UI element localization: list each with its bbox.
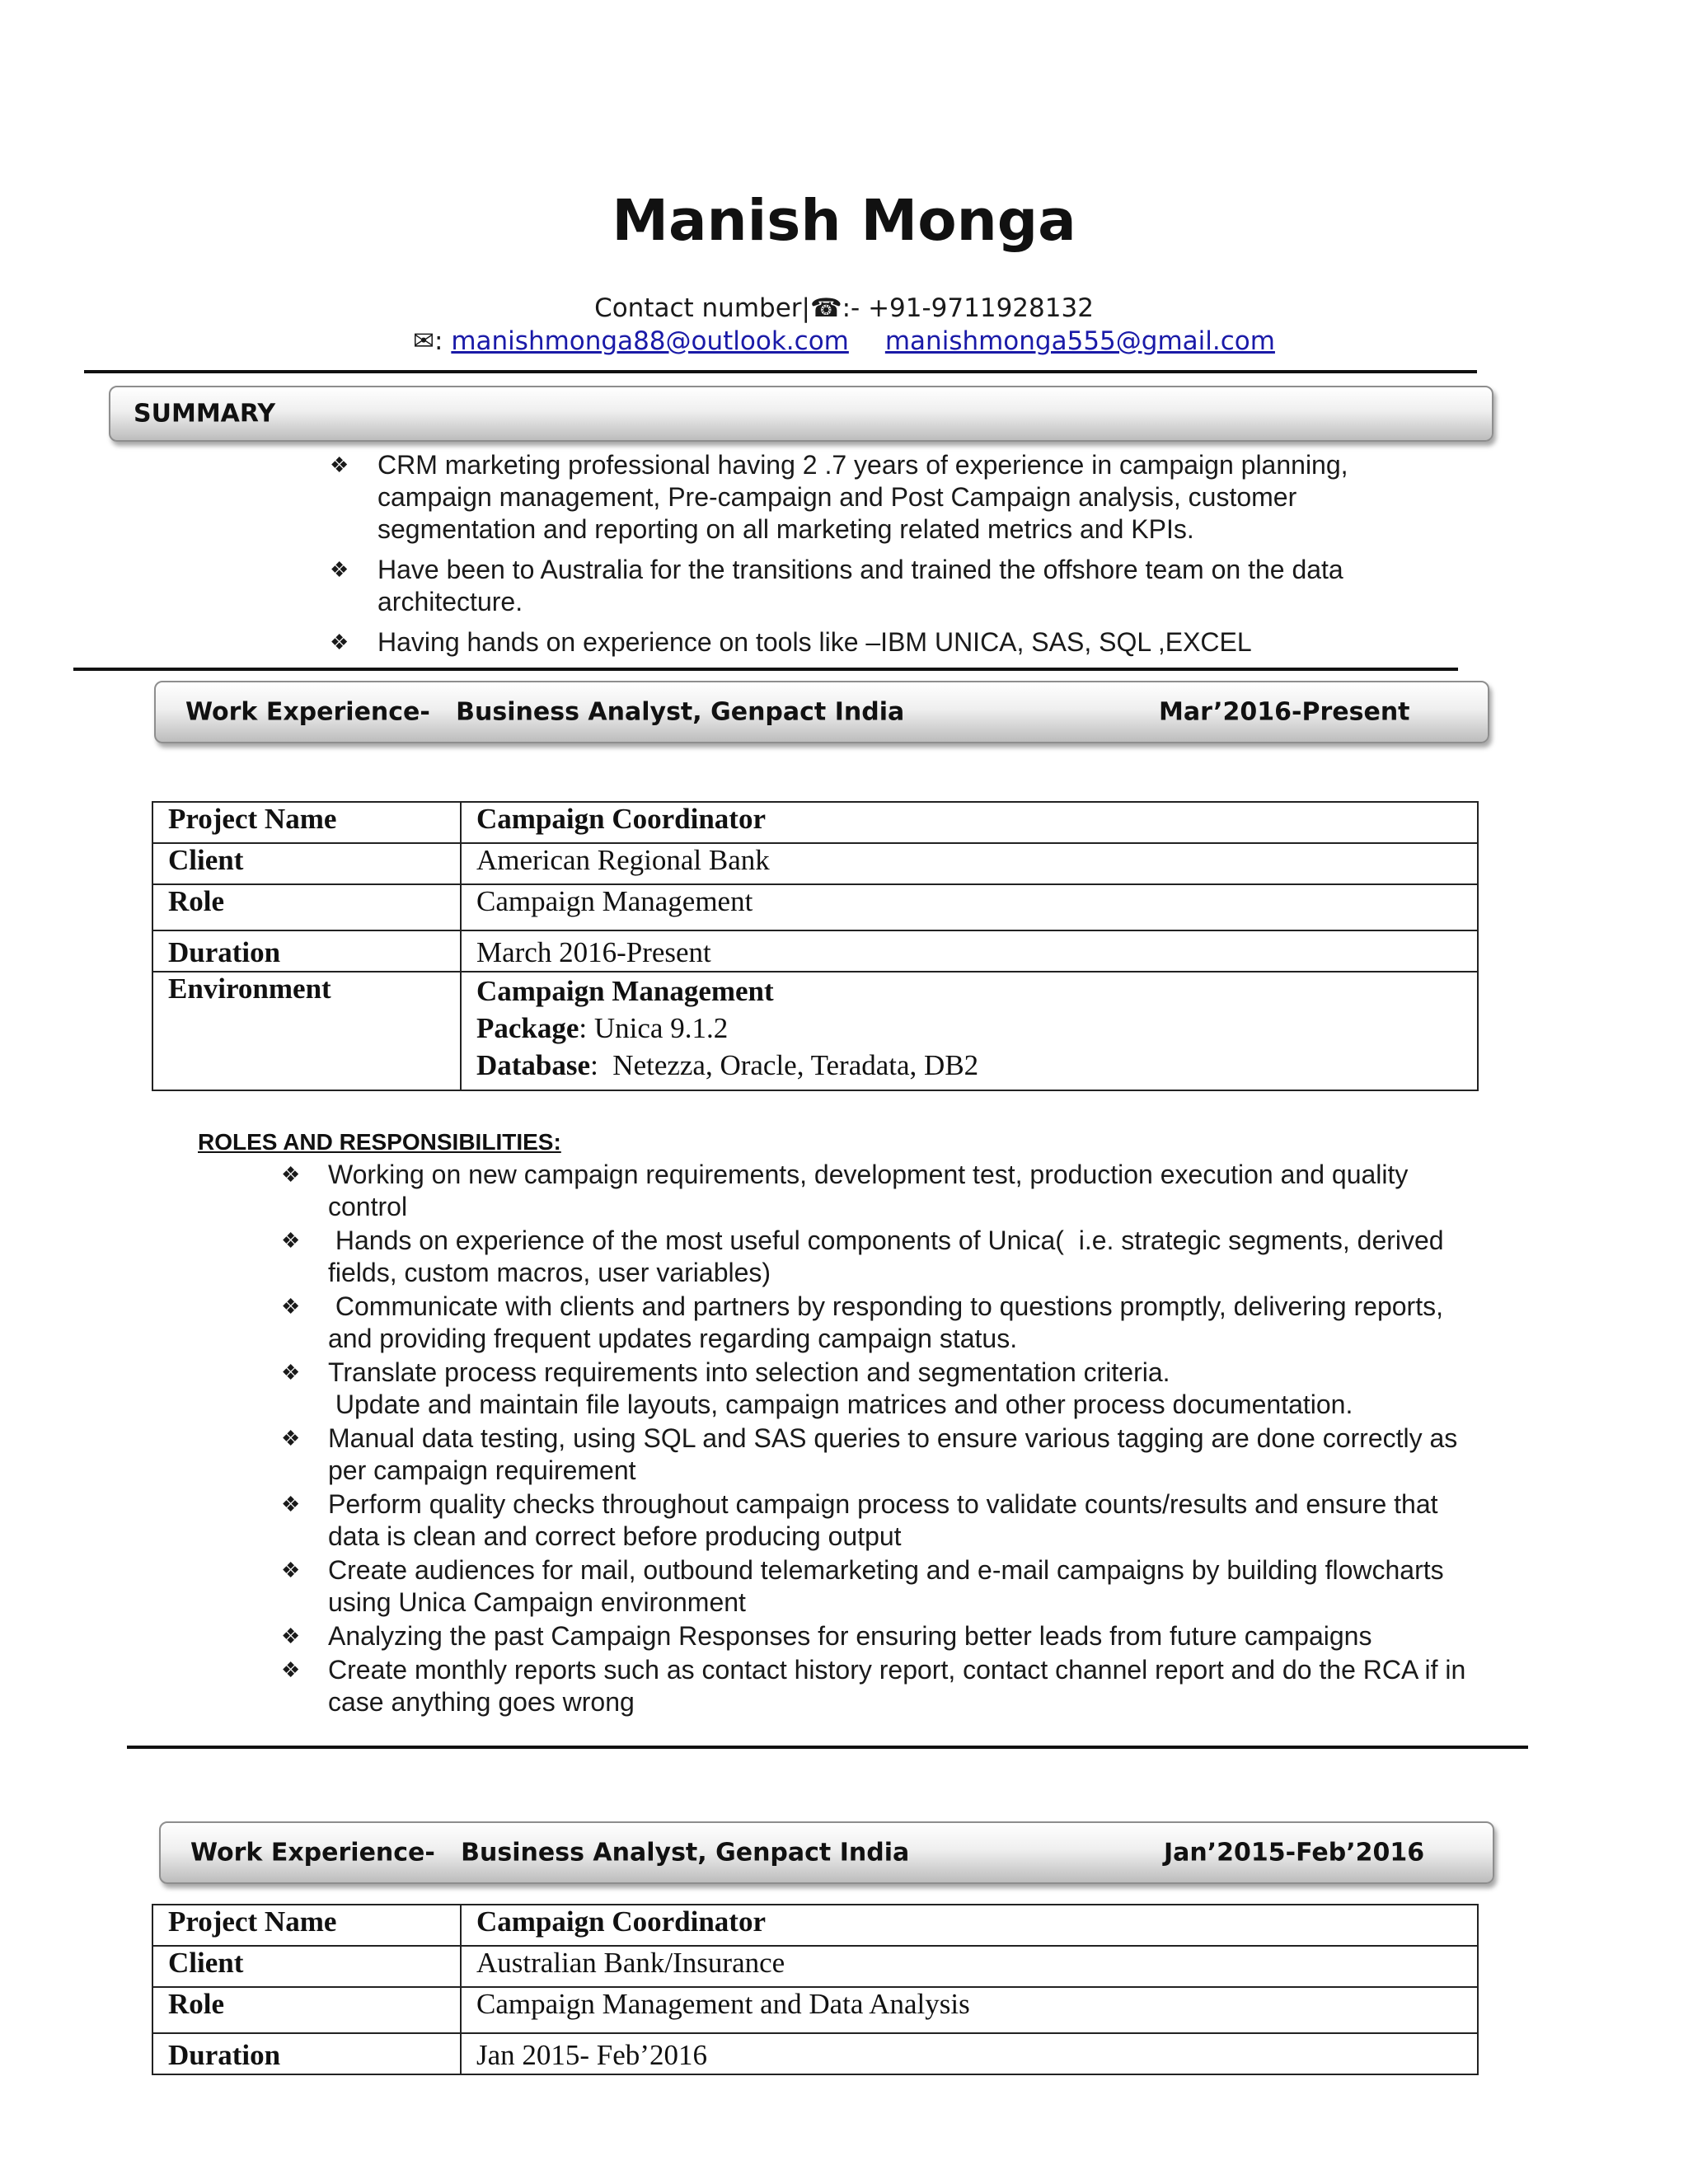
diamond-bullet-icon: ❖ <box>281 1624 301 1648</box>
project-name-value: Campaign Coordinator <box>461 1905 1478 1946</box>
project-name-value: Campaign Coordinator <box>461 802 1478 843</box>
table-row <box>152 1905 1478 1946</box>
contact-label: Contact number| <box>594 293 810 323</box>
email-link-gmail[interactable]: manishmonga555@gmail.com <box>884 326 1275 356</box>
project-name-label: Project Name <box>152 802 461 843</box>
list-item: ❖ Hands on experience of the most useful components of Unica( i.e. strategic segments, derived fields, custom macros, user variables) <box>281 1226 1451 1287</box>
diamond-bullet-icon: ❖ <box>281 1426 301 1451</box>
list-item: ❖ Create audiences for mail, outbound telemarketing and e-mail campaigns by building flowcharts using Unica Campaign environment <box>281 1555 1444 1617</box>
candidate-name: Manish Monga <box>612 188 1076 254</box>
email-link-outlook[interactable]: manishmonga88@outlook.com <box>451 326 849 356</box>
duration-label: Duration <box>152 2033 461 2074</box>
experience-1-title: Work Experience- Business Analyst, Genpact India <box>185 697 905 727</box>
client-value: Australian Bank/Insurance <box>461 1946 1478 1987</box>
table-row <box>152 2033 1478 2074</box>
list-item: ❖ Manual data testing, using SQL and SAS queries to ensure various tagging are done correctly as per campaign requirement <box>281 1423 1458 1485</box>
experience-1-bar <box>154 681 1489 743</box>
contact-line <box>0 293 1688 323</box>
envelope-icon: ✉ <box>413 326 435 356</box>
list-item: ❖ Communicate with clients and partners by responding to questions promptly, delivering reports, and providing frequent updates regarding campaign status. <box>281 1291 1451 1353</box>
client-label: Client <box>152 843 461 884</box>
list-item: ❖ Analyzing the past Campaign Responses for ensuring better leads from future campaigns <box>281 1621 1372 1651</box>
roles-heading: ROLES AND RESPONSIBILITIES: <box>198 1129 561 1155</box>
table-row <box>152 930 1478 972</box>
diamond-bullet-icon: ❖ <box>330 452 349 477</box>
experience-2-title: Work Experience- Business Analyst, Genpact India <box>190 1838 910 1868</box>
roles-extra-line: Update and maintain file layouts, campaign matrices and other process documentation. <box>328 1390 1353 1419</box>
table-row <box>152 1946 1478 1987</box>
client-value: American Regional Bank <box>461 843 1478 884</box>
diamond-bullet-icon: ❖ <box>330 630 349 654</box>
list-item: ❖ Working on new campaign requirements, development test, production execution and quality control <box>281 1160 1416 1221</box>
phone-separator: :- <box>842 293 869 323</box>
environment-value <box>461 972 1478 1090</box>
diamond-bullet-icon: ❖ <box>281 1294 301 1319</box>
email-line <box>0 326 1688 356</box>
role-label: Role <box>152 1987 461 2033</box>
role-value: Campaign Management and Data Analysis <box>461 1987 1478 2033</box>
diamond-bullet-icon: ❖ <box>281 1558 301 1582</box>
experience-2-table <box>152 1904 1479 2075</box>
summary-list <box>330 449 1416 658</box>
package-line: Package: Unica 9.1.2 <box>476 1012 729 1044</box>
summary-heading: SUMMARY <box>134 399 276 429</box>
project-name-label: Project Name <box>152 1905 461 1946</box>
experience-1-table <box>152 801 1479 1091</box>
phone-icon: ☎ <box>809 293 842 323</box>
experience-1-divider <box>127 1746 1528 1749</box>
list-item: ❖ Create monthly reports such as contact history report, contact channel report and do the RCA if in case anything goes wrong <box>281 1655 1466 1717</box>
table-row <box>152 884 1478 930</box>
header-divider <box>84 370 1477 373</box>
table-row <box>152 1987 1478 2033</box>
environment-line: Campaign Management <box>476 975 774 1007</box>
role-value: Campaign Management <box>461 884 1478 930</box>
duration-label: Duration <box>152 930 461 972</box>
database-line: Database: Netezza, Oracle, Teradata, DB2 <box>476 1049 979 1081</box>
phone-number: +91-9711928132 <box>868 293 1094 323</box>
diamond-bullet-icon: ❖ <box>281 1162 301 1187</box>
table-row <box>152 843 1478 884</box>
summary-item: ❖ CRM marketing professional having 2 .7 years of experience in campaign planning, campaign management, Pre-campaign and Post Campaign analysis, customer segmentation and reporting on all marketing related metrics and KPIs. <box>330 450 1348 544</box>
mail-separator: : <box>434 326 443 356</box>
duration-value: Jan 2015- Feb’2016 <box>461 2033 1478 2074</box>
summary-item: ❖ Having hands on experience on tools like –IBM UNICA, SAS, SQL ,EXCEL <box>330 627 1252 657</box>
duration-value: March 2016-Present <box>461 930 1478 972</box>
diamond-bullet-icon: ❖ <box>281 1360 301 1385</box>
table-row <box>152 972 1478 1090</box>
roles-list <box>281 1159 1482 1718</box>
summary-item: ❖ Have been to Australia for the transitions and trained the offshore team on the data architecture. <box>330 555 1343 616</box>
experience-2-bar <box>159 1821 1494 1884</box>
list-item: ❖ Translate process requirements into selection and segmentation criteria. Update and maintain file layouts, campaign matrices and other process documentation. <box>281 1357 1353 1419</box>
summary-divider <box>73 668 1458 671</box>
table-row <box>152 802 1478 843</box>
list-item: ❖ Perform quality checks throughout campaign process to validate counts/results and ensure that data is clean and correct before producing output <box>281 1489 1438 1551</box>
role-label: Role <box>152 884 461 930</box>
environment-label: Environment <box>152 972 461 1090</box>
diamond-bullet-icon: ❖ <box>330 557 349 582</box>
summary-heading-bar <box>109 386 1493 442</box>
experience-2-dates: Jan’2015-Feb’2016 <box>1164 1838 1425 1868</box>
experience-1-dates: Mar’2016-Present <box>1159 697 1410 727</box>
diamond-bullet-icon: ❖ <box>281 1228 301 1253</box>
client-label: Client <box>152 1946 461 1987</box>
diamond-bullet-icon: ❖ <box>281 1492 301 1516</box>
diamond-bullet-icon: ❖ <box>281 1657 301 1682</box>
